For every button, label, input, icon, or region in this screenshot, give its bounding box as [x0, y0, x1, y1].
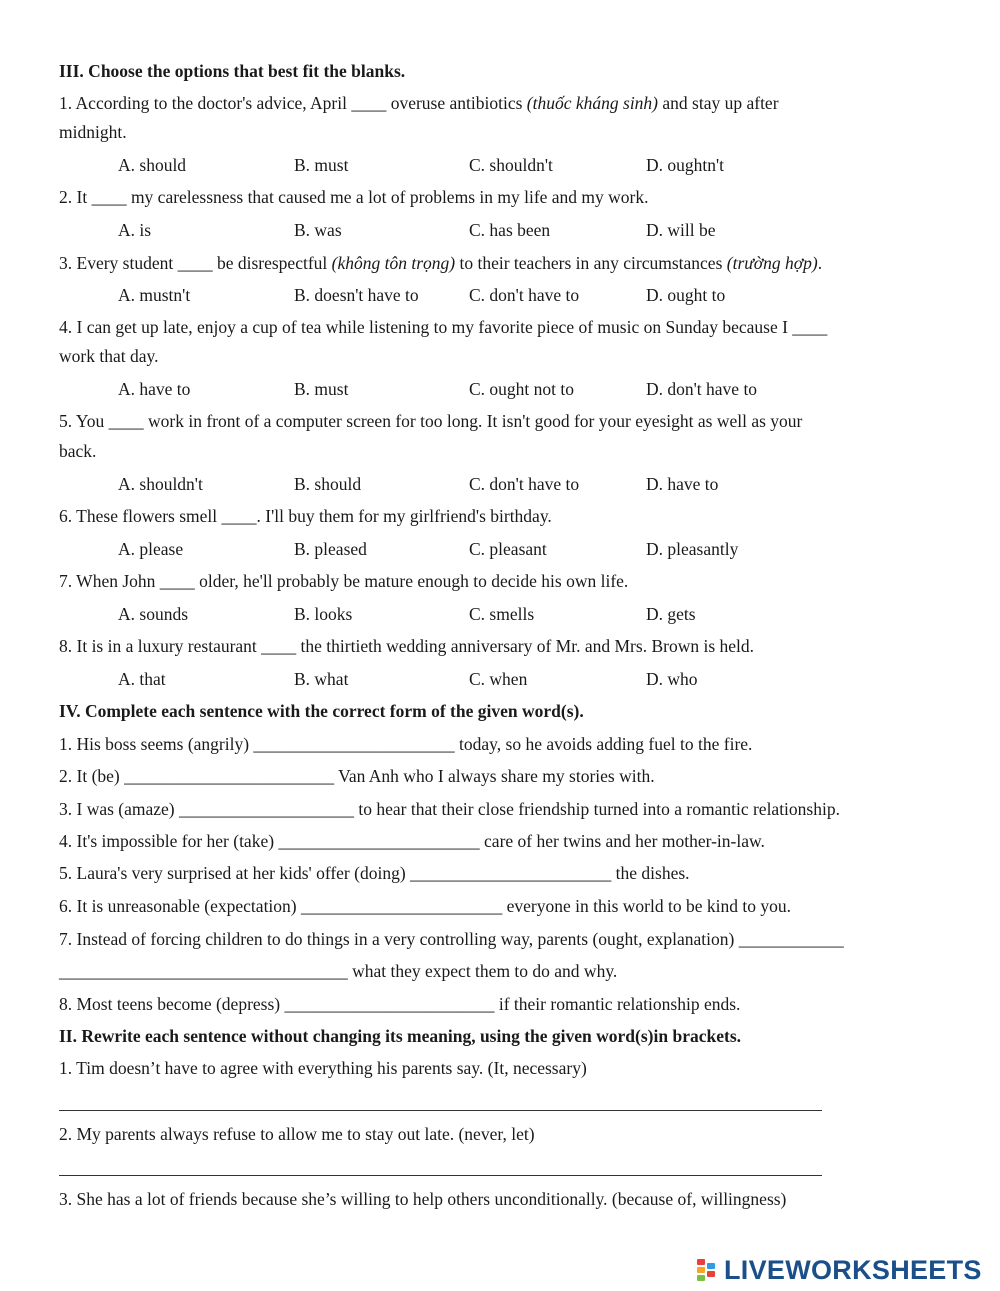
option-b: B. must: [294, 379, 349, 399]
option-d: D. will be: [646, 220, 716, 240]
q-gloss: (trường hợp): [726, 253, 818, 273]
word-form-item: 4. It's impossible for her (take) _______________________ care of her twins and her mother-in-law.: [59, 831, 765, 851]
question-3-4: 4. I can get up late, enjoy a cup of tea while listening to my favorite piece of music on Sunday because I ____: [59, 317, 828, 337]
option-d: D. oughtn't: [646, 155, 725, 175]
rewrite-item: 2. My parents always refuse to allow me to stay out late. (never, let): [59, 1124, 535, 1144]
option-a: A. have to: [118, 379, 191, 399]
question-3-8: 8. It is in a luxury restaurant ____ the thirtieth wedding anniversary of Mr. and Mrs. Brown is held.: [59, 636, 755, 656]
q-text: 3. Every student ____ be disrespectful: [59, 253, 332, 273]
options-3-8: [118, 668, 918, 690]
word-form-item: 5. Laura's very surprised at her kids' offer (doing) _______________________ the dishes.: [59, 863, 690, 883]
options-3-1: [118, 154, 918, 176]
option-a: A. mustn't: [118, 285, 191, 305]
option-d: D. who: [646, 669, 698, 689]
word-form-item: 6. It is unreasonable (expectation) _______________________ everyone in this world to be kind to you.: [59, 896, 791, 916]
rewrite-item: 1. Tim doesn’t have to agree with everything his parents say. (It, necessary): [59, 1058, 587, 1078]
question-3-4-cont: work that day.: [59, 346, 159, 366]
option-d: D. have to: [646, 474, 719, 494]
options-3-5: [118, 473, 918, 495]
option-b: B. should: [294, 474, 362, 494]
question-3-6: 6. These flowers smell ____. I'll buy them for my girlfriend's birthday.: [59, 506, 552, 526]
q-gloss: (thuốc kháng sinh): [526, 93, 659, 113]
section-2-heading: II. Rewrite each sentence without changing its meaning, using the given word(s)in brackets.: [59, 1026, 742, 1046]
logo-blocks-icon: [697, 1257, 721, 1283]
option-a: A. should: [118, 155, 187, 175]
word-form-item: 1. His boss seems (angrily) _______________________ today, so he avoids adding fuel to the fire.: [59, 734, 753, 754]
word-form-item: 2. It (be) ________________________ Van Anh who I always share my stories with.: [59, 766, 655, 786]
option-b: B. what: [294, 669, 349, 689]
word-form-item: 7. Instead of forcing children to do things in a very controlling way, parents (ought, explanation) ____________: [59, 929, 844, 949]
options-3-4: [118, 378, 918, 400]
option-c: C. smells: [469, 604, 535, 624]
answer-line[interactable]: [59, 1175, 822, 1176]
options-3-3: [118, 284, 918, 306]
q-text: to their teachers in any circumstances: [455, 253, 727, 273]
q-text: .: [817, 253, 823, 273]
option-c: C. shouldn't: [469, 155, 553, 175]
option-b: B. doesn't have to: [294, 285, 419, 305]
option-d: D. pleasantly: [646, 539, 739, 559]
options-3-6: [118, 538, 918, 560]
question-3-1: [59, 92, 779, 114]
option-c: C. don't have to: [469, 474, 580, 494]
options-3-7: [118, 603, 918, 625]
question-3-2: 2. It ____ my carelessness that caused me a lot of problems in my life and my work.: [59, 187, 649, 207]
option-a: A. is: [118, 220, 152, 240]
q-text: 1. According to the doctor's advice, April ____ overuse antibiotics: [59, 93, 527, 113]
option-d: D. ought to: [646, 285, 726, 305]
word-form-item-cont: _________________________________ what they expect them to do and why.: [59, 961, 618, 981]
option-a: A. that: [118, 669, 166, 689]
option-c: C. has been: [469, 220, 551, 240]
option-b: B. pleased: [294, 539, 367, 559]
question-3-7: 7. When John ____ older, he'll probably be mature enough to decide his own life.: [59, 571, 629, 591]
q-gloss: (không tôn trọng): [331, 253, 456, 273]
section-4-heading: IV. Complete each sentence with the correct form of the given word(s).: [59, 701, 584, 721]
logo-text: LIVEWORKSHEETS: [724, 1255, 982, 1285]
option-c: C. when: [469, 669, 528, 689]
option-a: A. sounds: [118, 604, 189, 624]
question-3-3: [59, 252, 822, 274]
rewrite-item: 3. She has a lot of friends because she’s willing to help others unconditionally. (because of, willingness): [59, 1189, 787, 1209]
word-form-item: 3. I was (amaze) ____________________ to hear that their close friendship turned into a romantic relationship.: [59, 799, 840, 819]
option-a: A. please: [118, 539, 184, 559]
question-3-5: 5. You ____ work in front of a computer screen for too long. It isn't good for your eyesight as well as your: [59, 411, 803, 431]
liveworksheets-logo: [697, 1255, 982, 1285]
option-c: C. don't have to: [469, 285, 580, 305]
q-text: and stay up after: [658, 93, 779, 113]
option-b: B. must: [294, 155, 349, 175]
option-c: C. ought not to: [469, 379, 575, 399]
option-a: A. shouldn't: [118, 474, 203, 494]
options-3-2: [118, 219, 918, 241]
option-c: C. pleasant: [469, 539, 547, 559]
section-3-heading: III. Choose the options that best fit the blanks.: [59, 61, 406, 81]
option-b: B. looks: [294, 604, 353, 624]
option-d: D. gets: [646, 604, 696, 624]
option-d: D. don't have to: [646, 379, 758, 399]
answer-line[interactable]: [59, 1110, 822, 1111]
question-3-5-cont: back.: [59, 441, 97, 461]
question-3-1-cont: midnight.: [59, 122, 127, 142]
word-form-item: 8. Most teens become (depress) ________________________ if their romantic relationship ends.: [59, 994, 741, 1014]
option-b: B. was: [294, 220, 342, 240]
